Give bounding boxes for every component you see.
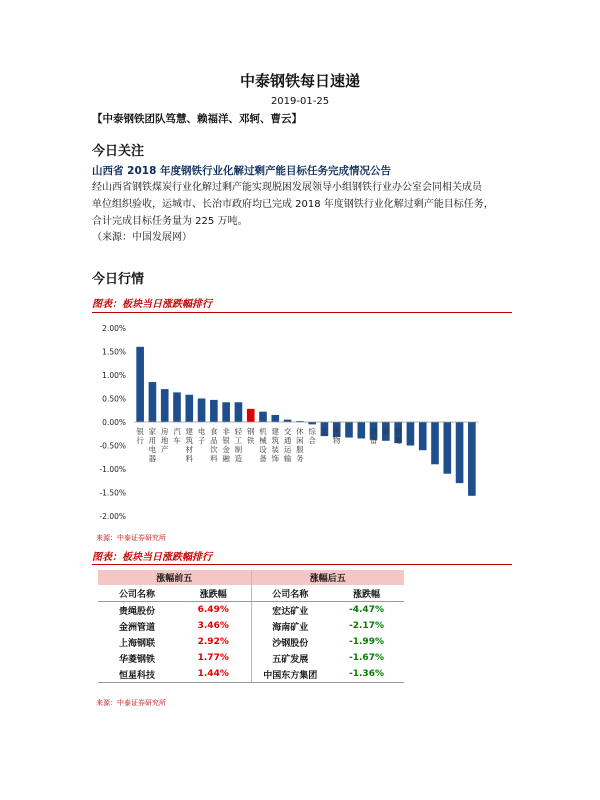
x-category-label: 汽车: [173, 427, 181, 445]
top-bottom-table: [98, 570, 404, 683]
x-category-label: 综合: [308, 427, 316, 445]
bottom-company-change: -2.17%: [349, 621, 384, 631]
section-heading-focus: 今日关注: [92, 144, 145, 159]
bottom-company-name: 沙钢股份: [272, 638, 309, 649]
x-category-label: 食品饮料: [210, 427, 218, 463]
bottom-group-header: 涨幅后五: [251, 570, 404, 585]
bar-房地产: [161, 389, 169, 422]
bar-建筑装饰: [271, 415, 279, 422]
y-tick-label: 1.50%: [102, 347, 126, 357]
x-category-label: 建筑装饰: [271, 427, 280, 463]
news-body: [92, 179, 512, 230]
top-company-name: 恒星科技: [98, 666, 176, 683]
top-company-change: 1.77%: [176, 650, 251, 666]
figure-divider: [92, 564, 512, 565]
y-tick-label: 0.00%: [102, 418, 126, 427]
top-company-name: 金洲管道: [118, 622, 155, 633]
team-line: 【中泰钢铁团队笃慧、赖福洋、邓轲、曹云】: [92, 113, 302, 125]
x-category-label: 贸易: [394, 427, 402, 445]
x-category-label: 银行: [136, 427, 144, 445]
y-tick-label: 2.00%: [102, 324, 126, 333]
x-category-label: 家用电器: [148, 427, 157, 463]
news-body-line: 合计完成目标任务量为 225 万吨。: [92, 216, 248, 227]
bar-通信: [443, 422, 451, 474]
top-company-change: 2.92%: [176, 634, 251, 650]
y-tick-label: 0.50%: [102, 394, 126, 404]
bar-机械设备: [259, 412, 267, 422]
table-row: [98, 602, 404, 619]
bar-有色金属: [357, 422, 365, 438]
figure-title: 图表：板块当日涨跌幅排行: [92, 299, 212, 310]
x-category-label: 非银金融: [222, 427, 230, 463]
bar-国防军工: [345, 422, 353, 438]
bottom-company-name: 海南矿业: [272, 622, 309, 633]
x-category-label: 建筑材料: [185, 427, 194, 463]
figure-divider: [92, 312, 512, 313]
news-source: （来源：中国发展网）: [92, 232, 192, 243]
bar-银行: [136, 347, 144, 422]
top-group-header: 涨幅前五: [98, 570, 251, 585]
bar-纺织服装: [456, 422, 464, 483]
column-header-company: 公司名称: [251, 585, 329, 602]
bar-传媒: [419, 422, 427, 450]
y-tick-label: -2.00%: [99, 512, 126, 521]
x-category-label: 设备: [369, 427, 378, 445]
x-category-label: 钢铁: [246, 427, 255, 445]
figure-source: 来源：中泰证券研究所: [96, 534, 166, 542]
bottom-company-change: -1.36%: [329, 666, 404, 683]
page-title: 中泰钢铁每日速递: [239, 72, 360, 90]
bar-计算机: [431, 422, 439, 464]
news-title: 山西省 2018 年度钢铁行业化解过剩产能目标任务完成情况公告: [92, 165, 392, 177]
x-category-label: 生物: [332, 427, 341, 445]
bar-电子: [198, 399, 206, 423]
bottom-company-name: 宏达矿业: [272, 606, 309, 617]
bar-食品饮料: [210, 400, 218, 422]
y-tick-label: 1.00%: [102, 371, 126, 380]
column-header-change: 涨跌幅: [176, 585, 251, 602]
top-company-change: 6.49%: [176, 602, 251, 619]
figure-source: 来源：中泰证券研究所: [96, 699, 166, 707]
y-tick-label: -1.50%: [99, 488, 126, 498]
top-company-change: 3.46%: [176, 618, 251, 634]
bottom-company-change: -1.67%: [349, 653, 384, 663]
bottom-company-name: 中国东方集团: [251, 666, 329, 683]
bottom-company-name: 五矿发展: [272, 654, 309, 665]
top-company-change: 1.44%: [176, 666, 251, 683]
y-tick-label: -1.00%: [99, 465, 126, 474]
x-category-label: 工: [320, 427, 329, 436]
bottom-company-change: -4.47%: [349, 605, 384, 615]
bar-钢铁: [247, 409, 255, 422]
bar-家用电器: [149, 382, 157, 422]
column-header-company: 公司名称: [98, 585, 176, 602]
sector-change-bar-chart: [92, 318, 512, 528]
bar-汽车: [173, 392, 181, 422]
table-row: [98, 650, 404, 666]
table-row: [98, 618, 404, 634]
x-category-label: 电子: [197, 427, 206, 445]
x-category-label: 业: [382, 427, 390, 436]
bar-非银金融: [222, 402, 230, 422]
table-row: [98, 634, 404, 650]
table-row: [98, 666, 404, 683]
x-category-label: 休闲服务: [296, 427, 304, 463]
figure-title: 图表：板块当日涨跌幅排行: [92, 552, 212, 563]
bar-轻工制造: [235, 402, 243, 422]
x-category-label: 房地产: [160, 427, 169, 454]
bar-采掘: [468, 422, 476, 496]
column-header-change: 涨跌幅: [329, 585, 404, 602]
x-category-label: 交通运输: [283, 427, 292, 463]
top-company-name: 华菱钢铁: [118, 654, 155, 665]
x-category-label: 轻工制造: [234, 427, 243, 463]
x-category-label: 机械设备: [259, 427, 267, 463]
bar-建筑材料: [185, 395, 193, 422]
bottom-company-change: -1.99%: [349, 637, 384, 647]
top-company-name: 上海钢联: [118, 638, 155, 649]
report-date: 2019-01-25: [270, 96, 330, 107]
news-body-line: 经山西省钢铁煤炭行业化解过剩产能实现脱困发展领导小组钢铁行业办公室会同相关成员: [92, 182, 482, 193]
y-tick-label: -0.50%: [99, 441, 126, 451]
top-company-name: 贵绳股份: [118, 606, 155, 617]
section-heading-market: 今日行情: [92, 272, 145, 287]
news-body-line: 单位组织验收，运城市、长治市政府均已完成 2018 年度钢铁行业化解过剩产能目标任务，: [92, 199, 494, 210]
bar-农林牧渔: [407, 422, 415, 446]
